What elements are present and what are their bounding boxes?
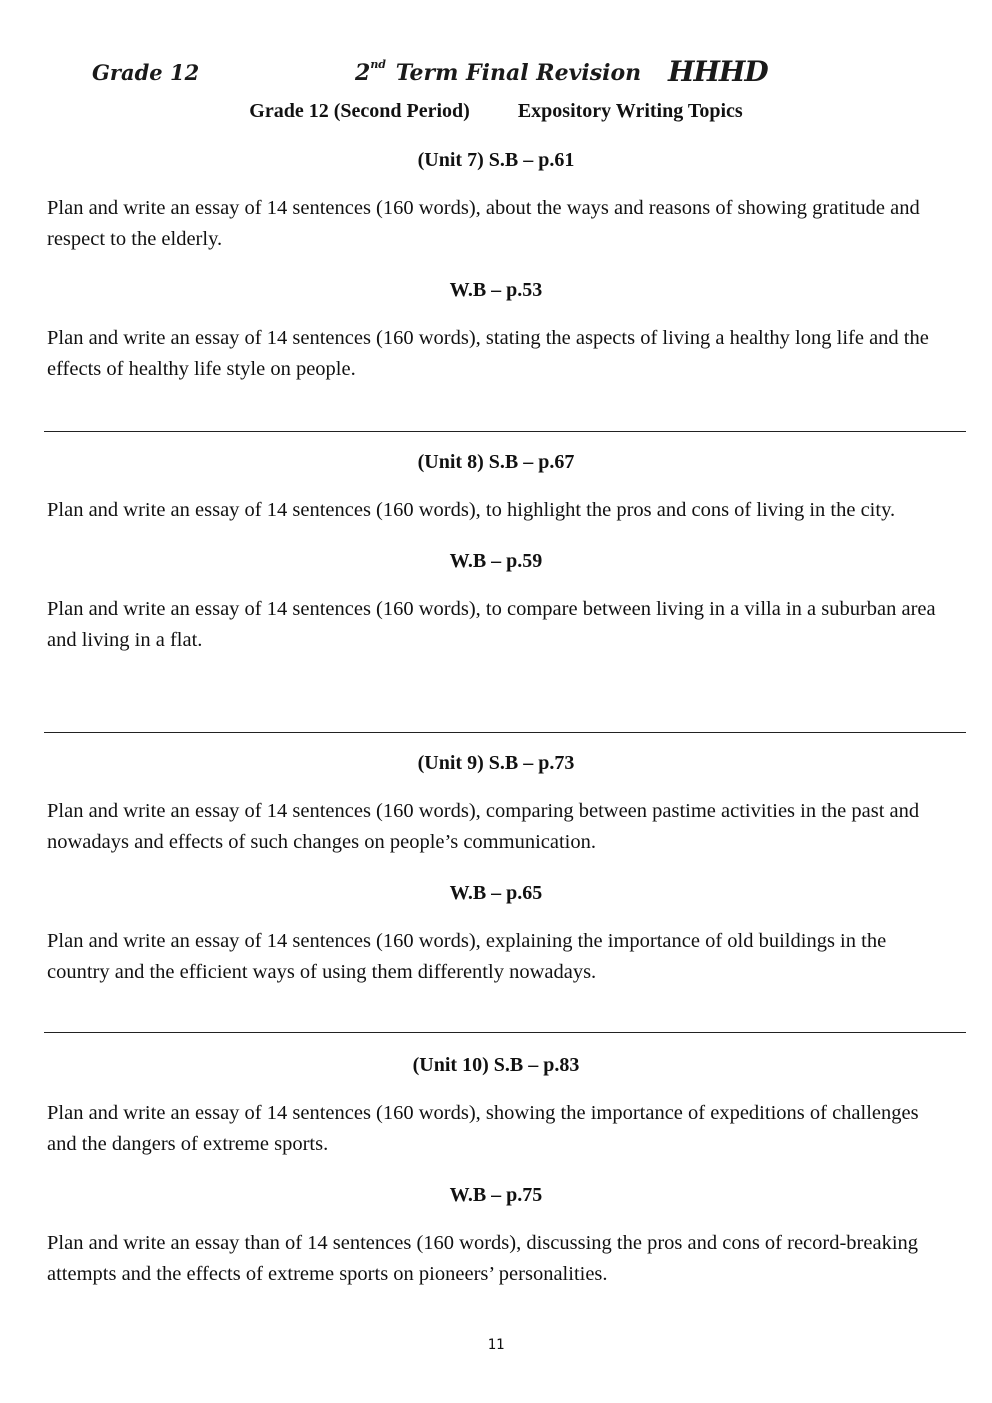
page-subtitle xyxy=(0,100,992,123)
header-signature: HHHD xyxy=(668,55,768,88)
wb-prompt: Plan and write an essay of 14 sentences (160 words), explaining the importance of old buildings in the country and the efficient ways of using them differently nowadays. xyxy=(47,930,887,983)
sb-prompt: Plan and write an essay of 14 sentences (160 words), about the ways and reasons of showing gratitude and respect to the elderly. xyxy=(47,197,920,250)
sb-heading: (Unit 8) S.B – p.67 xyxy=(417,451,575,473)
wb-heading: W.B – p.65 xyxy=(449,882,543,904)
wb-prompt: Plan and write an essay than of 14 sentences (160 words), discussing the pros and cons of record-breaking attempts and the effects of extreme sports on pioneers’ personalities. xyxy=(47,1232,919,1285)
wb-prompt: Plan and write an essay of 14 sentences (160 words), stating the aspects of living a healthy long life and the effects of healthy life style on people. xyxy=(47,327,929,380)
sb-heading: (Unit 9) S.B – p.73 xyxy=(417,752,575,774)
wb-prompt: Plan and write an essay of 14 sentences (160 words), to compare between living in a villa in a suburban area and living in a flat. xyxy=(47,598,936,651)
term-ordinal-suffix: nd xyxy=(370,58,387,71)
sb-prompt: Plan and write an essay of 14 sentences (160 words), comparing between pastime activities in the past and nowadays and effects of such changes on people’s communication. xyxy=(47,800,920,853)
unit-section xyxy=(0,1050,992,1290)
sb-prompt: Plan and write an essay of 14 sentences (160 words), to highlight the pros and cons of living in the city. xyxy=(47,499,896,521)
wb-heading: W.B – p.53 xyxy=(449,279,543,301)
sb-heading: (Unit 7) S.B – p.61 xyxy=(417,149,575,171)
term-title: Term Final Revision xyxy=(395,60,642,86)
wb-heading: W.B – p.75 xyxy=(449,1184,543,1206)
section-divider xyxy=(44,732,966,733)
sb-prompt: Plan and write an essay of 14 sentences (160 words), showing the importance of expeditions of challenges and the dangers of extreme sports. xyxy=(47,1102,919,1155)
sb-heading: (Unit 10) S.B – p.83 xyxy=(412,1054,580,1076)
header-term-title xyxy=(355,60,641,86)
unit-section xyxy=(0,145,992,385)
unit-section xyxy=(0,447,992,656)
section-divider xyxy=(44,1032,966,1033)
page-number: 11 xyxy=(487,1337,505,1353)
subtitle-left: Grade 12 (Second Period) xyxy=(249,100,470,122)
section-divider xyxy=(44,431,966,432)
subtitle-right: Expository Writing Topics xyxy=(517,100,743,122)
unit-section xyxy=(0,748,992,988)
header-grade-label: Grade 12 xyxy=(92,60,200,85)
term-ordinal: 2 xyxy=(355,60,371,86)
wb-heading: W.B – p.59 xyxy=(449,550,543,572)
